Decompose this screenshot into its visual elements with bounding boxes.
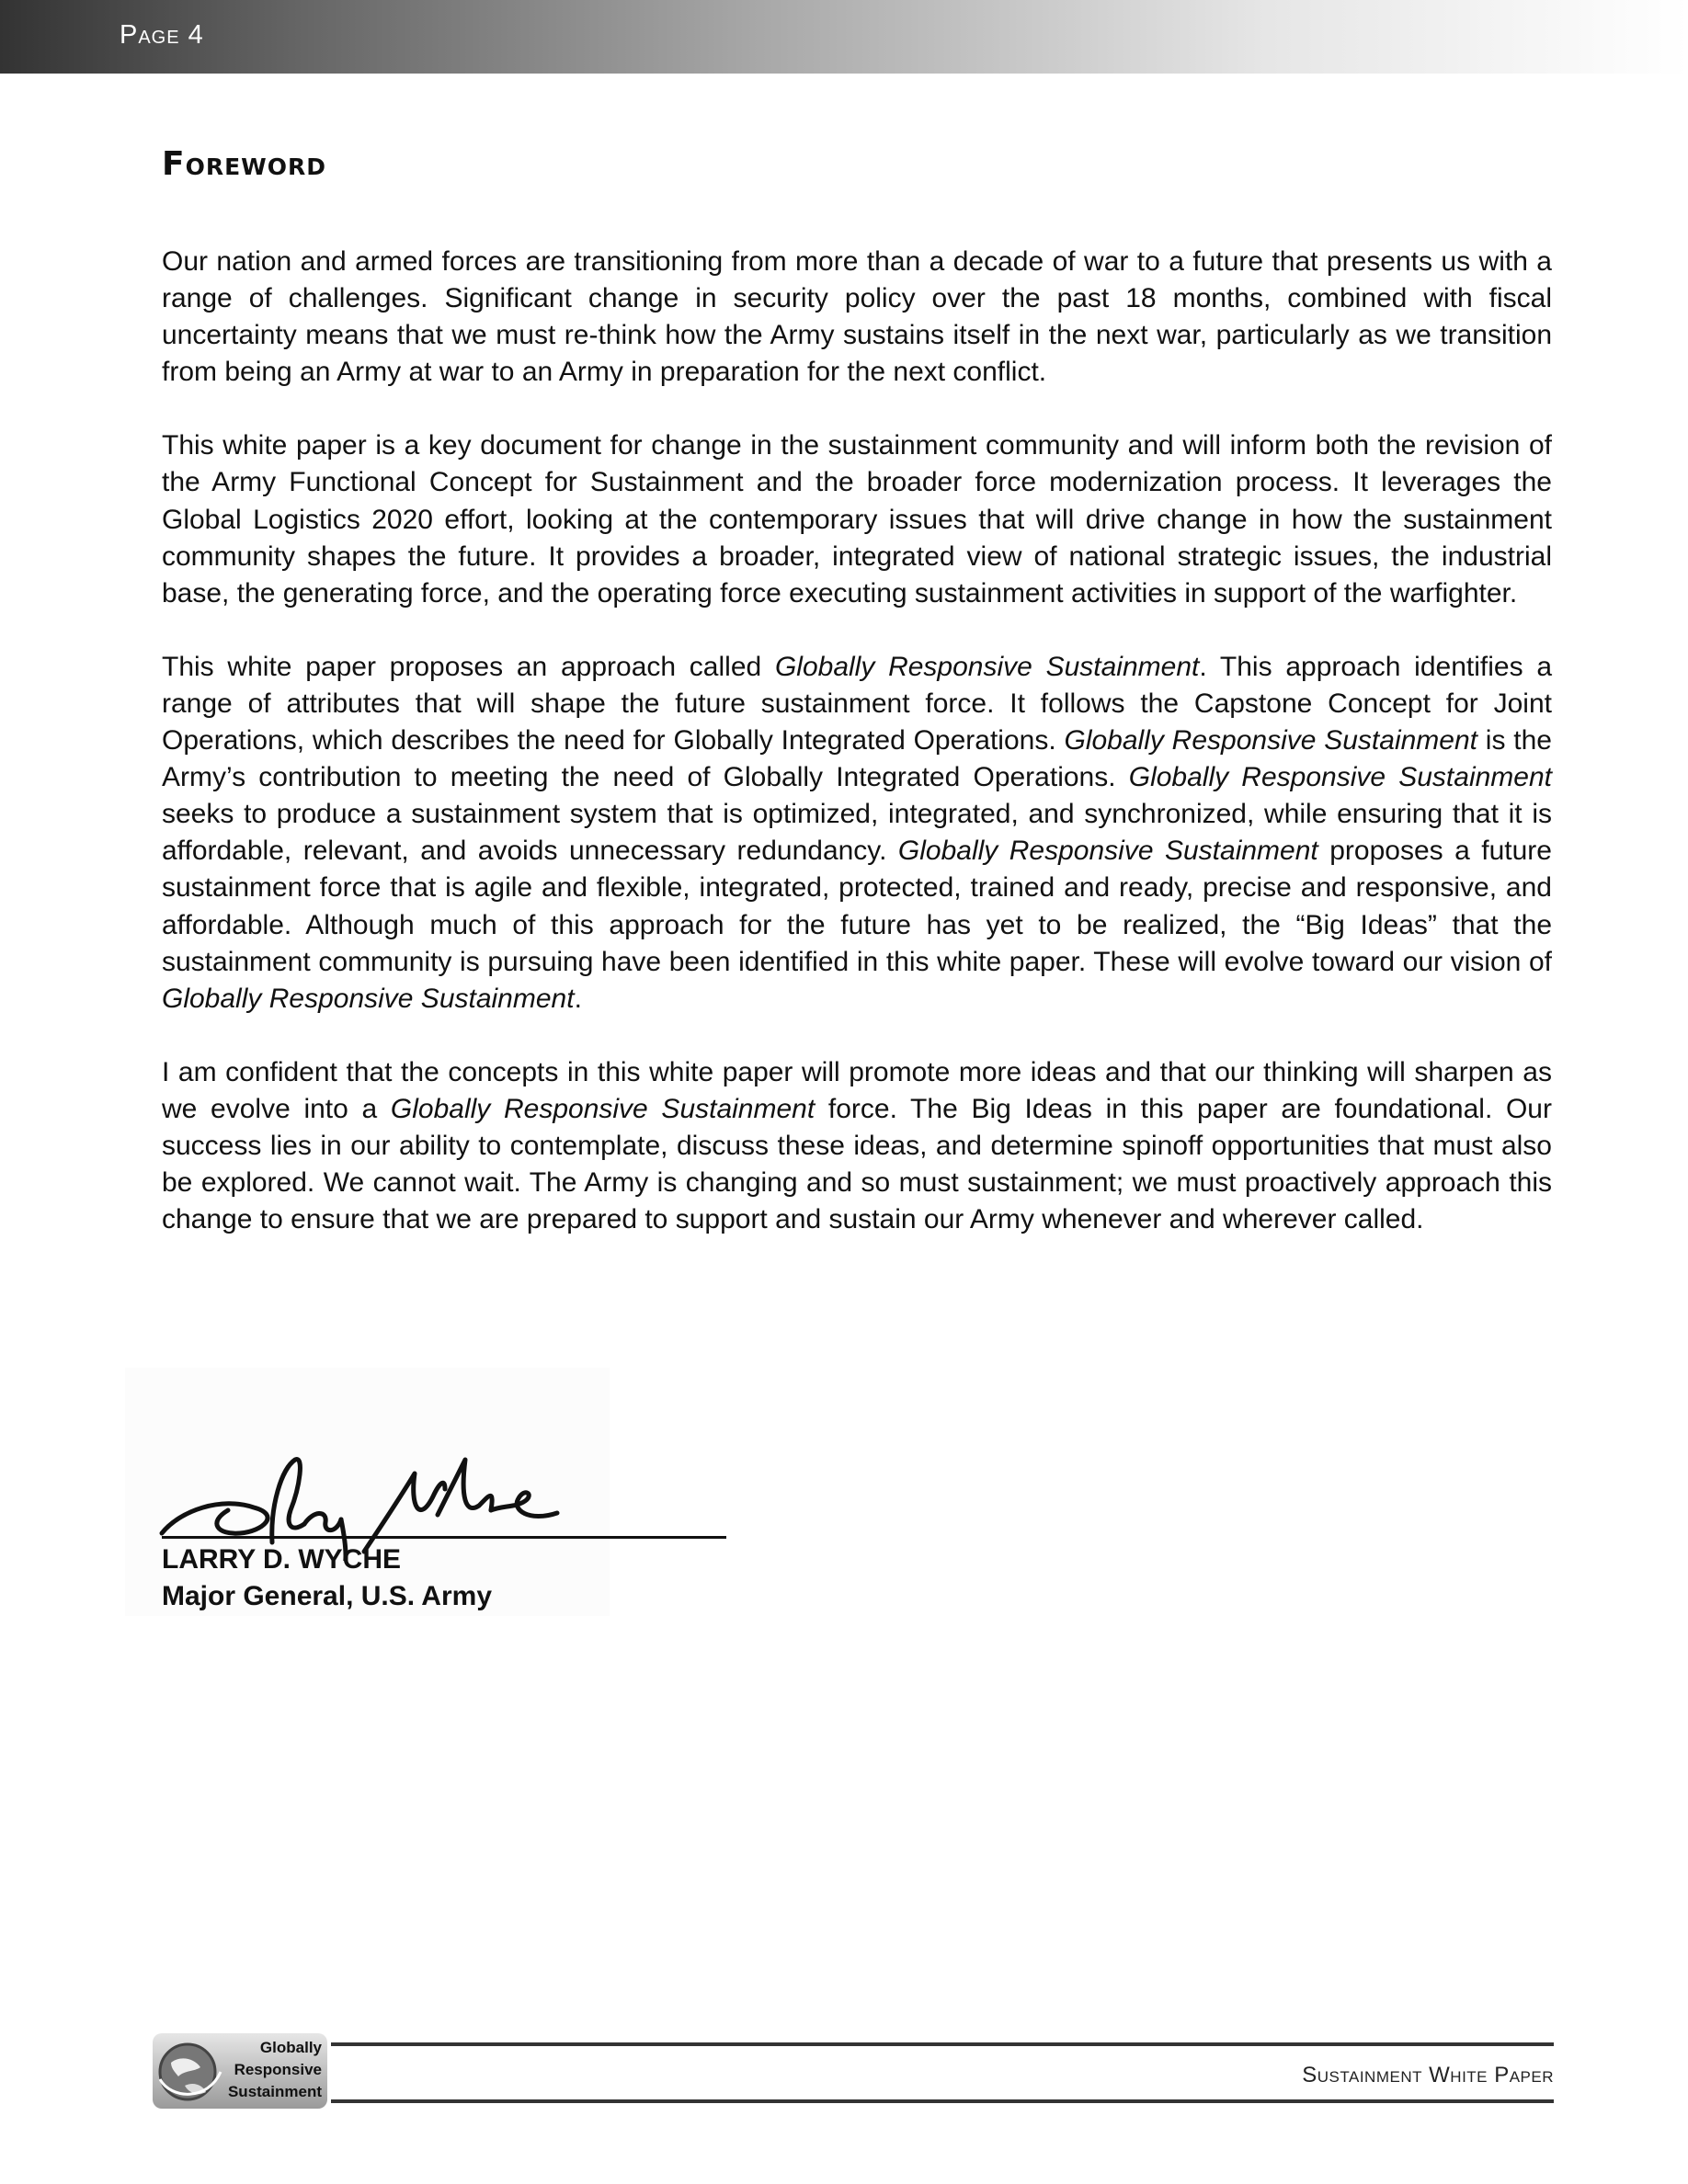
signature-line (162, 1536, 726, 1539)
page-number: Page 4 (120, 20, 204, 50)
text-run: . (574, 983, 582, 1014)
text-run: . This approach identifies a range of attributes that will shape the future sustainment force. It follows the Capstone Concept for Joint Operations, which describes the need for Globally Integrated Operations. (162, 651, 1553, 756)
paragraph (162, 244, 1552, 391)
text-run: This white paper is a key document for change in the sustainment community and will inform both the revision of the Army Functional Concept for Sustainment and the broader force modernization process. It leverages the Global Logistics 2020 effort, looking at the contemporary issues that will drive change in how the sustainment community shapes the future. It provides a broader, integrated view of national strategic issues, the industrial base, the generating force, and the operating force executing sustainment activities in support of the warfighter. (162, 430, 1552, 609)
page-title: Foreword (162, 145, 327, 183)
footer-title: Sustainment White Paper (1302, 2063, 1554, 2087)
text-run: proposes a future sustainment force that is agile and flexible, integrated, protected, trained and ready, precise and responsive, and affordable. Although much of this approach for the future has yet to be realized, the “Big Ideas” that the sustainment community is pursuing have been identified in this white paper. These will evolve toward our vision of (162, 836, 1552, 977)
text-run: force. The Big Ideas in this paper are foundational. Our success lies in our ability to contemplate, discuss these ideas, and determine spinoff opportunities that must also be explored. We cannot wait. The Army is changing and so must sustainment; we must proactively approach this change to ensure that we are prepared to support and sustain our Army whenever and wherever called. (162, 1093, 1552, 1235)
paragraph (162, 1054, 1552, 1238)
italic-term: Globally Responsive Sustainment (897, 836, 1318, 867)
italic-term: Globally Responsive Sustainment (390, 1093, 815, 1124)
footer-rule-bottom (331, 2099, 1554, 2103)
italic-term: Globally Responsive Sustainment (162, 983, 575, 1014)
italic-term: Globally Responsive Sustainment (774, 651, 1200, 682)
signer-name: LARRY D. WYCHE (162, 1544, 402, 1575)
grs-logo (153, 2033, 327, 2109)
foreword-body (162, 244, 1552, 1275)
text-run: is the Army’s contribution to meeting the need of Globally Integrated Operations. (162, 725, 1552, 793)
signature-image (153, 1423, 594, 1561)
text-run: seeks to produce a sustainment system that is optimized, integrated, and synchronized, while ensuring that it is affordable, relevant, and avoids unnecessary redundancy. (162, 799, 1552, 867)
italic-term: Globally Responsive Sustainment (1064, 725, 1477, 756)
globe-icon (153, 2035, 228, 2107)
text-run: I am confident that the concepts in this white paper will promote more ideas and that our thinking will sharpen as we evolve into a (162, 1056, 1552, 1124)
footer-rule-top (331, 2042, 1554, 2046)
signature-block (125, 1368, 610, 1616)
italic-term: Globally Responsive Sustainment (1128, 762, 1552, 793)
header-band (0, 0, 1688, 74)
paragraph (162, 649, 1552, 1018)
paragraph (162, 427, 1552, 611)
text-run: This white paper proposes an approach called (162, 651, 775, 682)
signer-rank: Major General, U.S. Army (162, 1581, 493, 1611)
text-run: Our nation and armed forces are transitioning from more than a decade of war to a future that presents us with a range of challenges. Significant change in security policy over the past 18 months, combined with fiscal uncertainty means that we must re-think how the Army sustains itself in the next war, particularly as we transition from being an Army at war to an Army in preparation for the next conflict. (162, 246, 1552, 388)
logo-text: Globally Responsive Sustainment (227, 2039, 322, 2100)
